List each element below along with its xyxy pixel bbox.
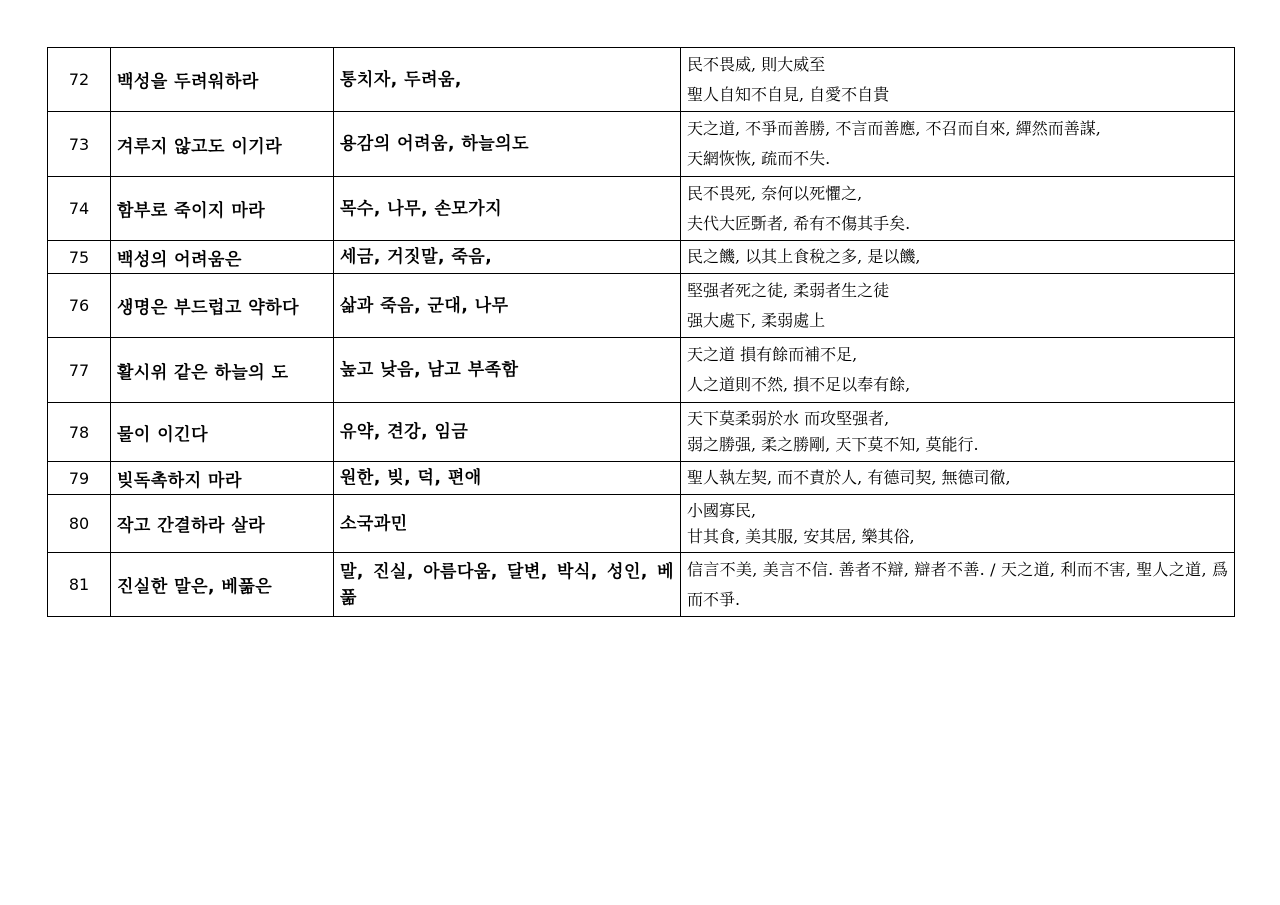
quote-line: 甘其食, 美其服, 安其居, 樂其俗, <box>687 526 915 546</box>
chapter-quote <box>681 403 1235 462</box>
chapter-title: 활시위 같은 하늘의 도 <box>111 338 334 403</box>
table-row <box>48 112 1235 177</box>
table-row <box>48 48 1235 112</box>
chapter-keywords: 목수, 나무, 손모가지 <box>334 177 681 241</box>
chapter-keywords: 소국과민 <box>334 495 681 553</box>
chapter-title: 겨루지 않고도 이기라 <box>111 112 334 177</box>
chapter-table <box>47 47 1235 617</box>
quote-line: 天之道, 不爭而善勝, 不言而善應, 不召而自來, 繟然而善謀, <box>687 119 1101 138</box>
chapter-quote <box>681 274 1235 338</box>
chapter-quote <box>681 112 1235 177</box>
chapter-number: 76 <box>48 274 111 338</box>
quote-line: 民之饑, 以其上食稅之多, 是以饑, <box>687 247 921 266</box>
quote-line: 夫代大匠斲者, 希有不傷其手矣. <box>687 213 911 233</box>
quote-line: 天網恢恢, 疏而不失. <box>687 149 831 168</box>
quote-line: 聖人自知不自見, 自愛不自貴 <box>687 84 890 104</box>
chapter-keywords: 세금, 거짓말, 죽음, <box>334 241 681 274</box>
table-row <box>48 553 1235 617</box>
table-row <box>48 241 1235 274</box>
chapter-number: 78 <box>48 403 111 462</box>
chapter-title: 진실한 말은, 베풂은 <box>111 553 334 617</box>
chapter-number: 81 <box>48 553 111 617</box>
chapter-number: 79 <box>48 462 111 495</box>
chapter-quote <box>681 553 1235 617</box>
quote-line: 天下莫柔弱於水 而攻堅强者, <box>687 409 890 428</box>
chapter-number: 74 <box>48 177 111 241</box>
quote-line: 人之道則不然, 損不足以奉有餘, <box>687 375 911 394</box>
quote-line: 聖人執左契, 而不責於人, 有德司契, 無德司徹, <box>687 468 1011 487</box>
chapter-title: 빚독촉하지 마라 <box>111 462 334 495</box>
quote-line: 堅强者死之徒, 柔弱者生之徒 <box>687 280 890 300</box>
chapter-keywords: 삶과 죽음, 군대, 나무 <box>334 274 681 338</box>
chapter-number: 72 <box>48 48 111 112</box>
table-row <box>48 177 1235 241</box>
chapter-title: 백성을 두려워하라 <box>111 48 334 112</box>
quote-line: 民不畏死, 奈何以死懼之, <box>687 183 863 203</box>
chapter-number: 75 <box>48 241 111 274</box>
table-row <box>48 338 1235 403</box>
chapter-quote <box>681 241 1235 274</box>
table-row <box>48 403 1235 462</box>
chapter-quote <box>681 338 1235 403</box>
table-row <box>48 495 1235 553</box>
chapter-quote <box>681 177 1235 241</box>
chapter-number: 73 <box>48 112 111 177</box>
quote-line: 天之道 損有餘而補不足, <box>687 345 858 364</box>
chapter-title: 백성의 어려움은 <box>111 241 334 274</box>
chapter-title: 작고 간결하라 살라 <box>111 495 334 553</box>
chapter-quote <box>681 48 1235 112</box>
chapter-keywords: 높고 낮음, 남고 부족함 <box>334 338 681 403</box>
chapter-keywords: 유약, 견강, 임금 <box>334 403 681 462</box>
chapter-keywords: 원한, 빚, 덕, 편애 <box>334 462 681 495</box>
quote-line: 民不畏威, 則大威至 <box>687 54 826 74</box>
quote-line: 小國寡民, <box>687 500 757 520</box>
chapter-keywords: 말, 진실, 아름다움, 달변, 박식, 성인, 베풂 <box>334 553 681 617</box>
table-row <box>48 462 1235 495</box>
chapter-quote <box>681 495 1235 553</box>
quote-line: 弱之勝强, 柔之勝剛, 天下莫不知, 莫能行. <box>687 435 979 454</box>
chapter-number: 77 <box>48 338 111 403</box>
table-row <box>48 274 1235 338</box>
chapter-title: 물이 이긴다 <box>111 403 334 462</box>
quote-line: 强大處下, 柔弱處上 <box>687 310 826 330</box>
chapter-title: 함부로 죽이지 마라 <box>111 177 334 241</box>
quote-line: 信言不美, 美言不信. 善者不辯, 辯者不善. / 天之道, 利而不害, 聖人之道, 爲而不爭. <box>687 559 1228 609</box>
chapter-number: 80 <box>48 495 111 553</box>
chapter-quote <box>681 462 1235 495</box>
chapter-keywords: 통치자, 두려움, <box>334 48 681 112</box>
chapter-keywords: 용감의 어려움, 하늘의도 <box>334 112 681 177</box>
document-page <box>47 47 1235 617</box>
chapter-title: 생명은 부드럽고 약하다 <box>111 274 334 338</box>
